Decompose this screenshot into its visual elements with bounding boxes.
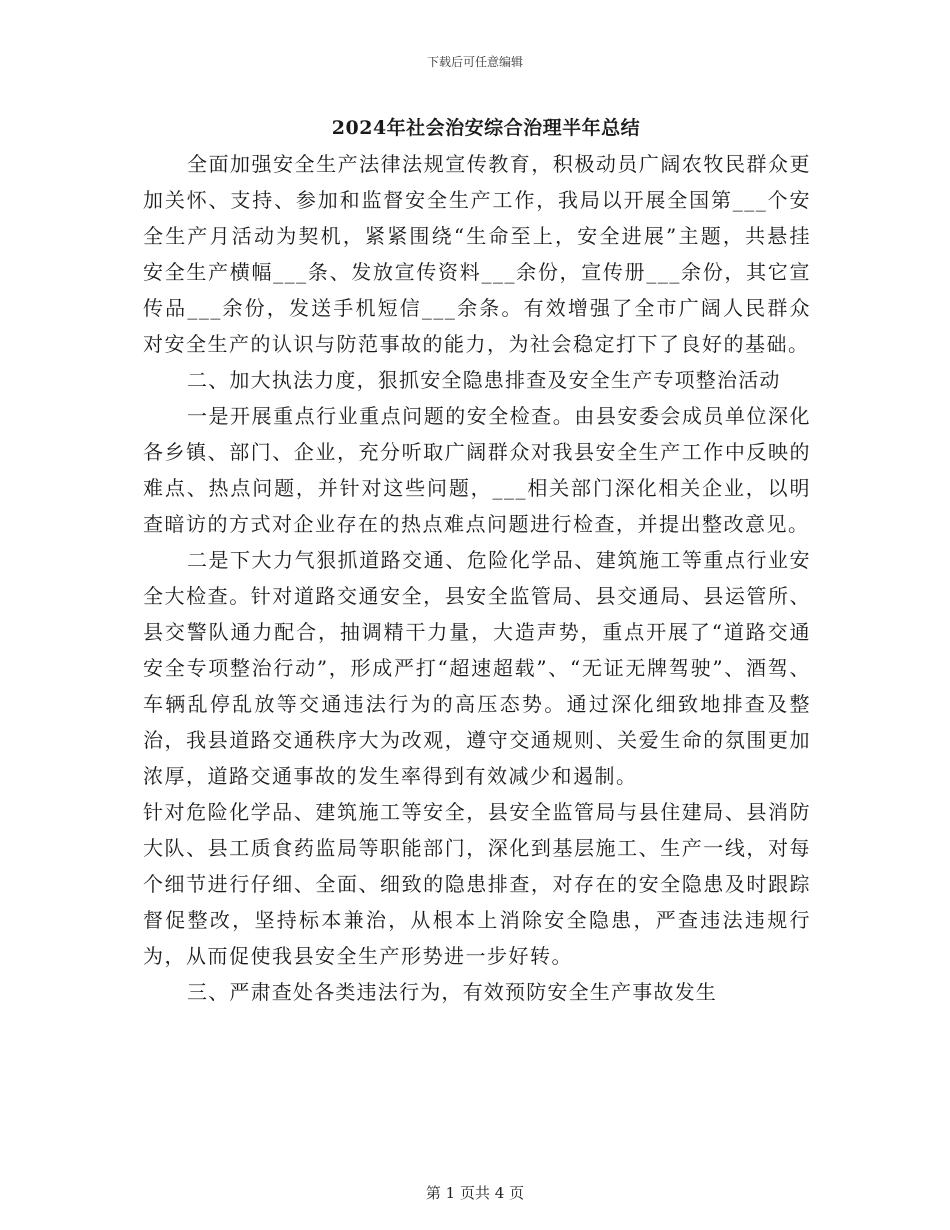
document-title: 2024年社会治安综合治理半年总结 (331, 117, 641, 139)
paragraph-inspection-1: 一是开展重点行业重点问题的安全检查。由县安委会成员单位深化各乡镇、部门、企业，充分听取广阔群众对我县安全生产工作中反映的难点、热点问题，并针对这些问题，___相关部门深化相关企业，以明查暗访的方式对企业存在的热点难点问题进行检查，并提出整改意见。 (143, 404, 811, 536)
paragraph-publicity: 全面加强安全生产法律法规宣传教育，积极动员广阔农牧民群众更加关怀、支持、参加和监督安全生产工作，我局以开展全国第___个安全生产月活动为契机，紧紧围绕“生命至上，安全进展”主题，共悬挂安全生产横幅___条、发放宣传资料___余份，宣传册___余份，其它宣传品___余份，发送手机短信___余条。有效增强了全市广阔人民群众对安全生产的认识与防范事故的能力，为社会稳定打下了良好的基础。 (143, 152, 811, 356)
section-heading-2: 二、加大执法力度，狠抓安全隐患排查及安全生产专项整治活动 (187, 368, 781, 392)
paragraph-inspection-2: 二是下大力气狠抓道路交通、危险化学品、建筑施工等重点行业安全大检查。针对道路交通安全，县安全监管局、县交通局、县运管所、县交警队通力配合，抽调精干力量，大造声势，重点开展了“道路交通安全专项整治行动”，形成严打“超速超载”、“无证无牌驾驶”、酒驾、车辆乱停乱放等交通违法行为的高压态势。通过深化细致地排查及整治，我县道路交通秩序大为改观，遵守交通规则、关爱生命的氛围更加浓厚，道路交通事故的发生率得到有效减少和遏制。 (143, 548, 811, 788)
paragraph-hazardous-chemicals: 针对危险化学品、建筑施工等安全，县安全监管局与县住建局、县消防大队、县工质食药监局等职能部门，深化到基层施工、生产一线，对每个细节进行仔细、全面、细致的隐患排查，对存在的安全隐患及时跟踪督促整改，坚持标本兼治，从根本上消除安全隐患，严查违法违规行为，从而促使我县安全生产形势进一步好转。 (143, 800, 811, 968)
page-footer: 第 1 页共 4 页 (425, 1184, 525, 1202)
document-body (143, 112, 811, 1010)
section-heading-3: 三、严肃查处各类违法行为，有效预防安全生产事故发生 (187, 980, 717, 1004)
page-header: 下载后可任意编辑 (426, 55, 523, 69)
